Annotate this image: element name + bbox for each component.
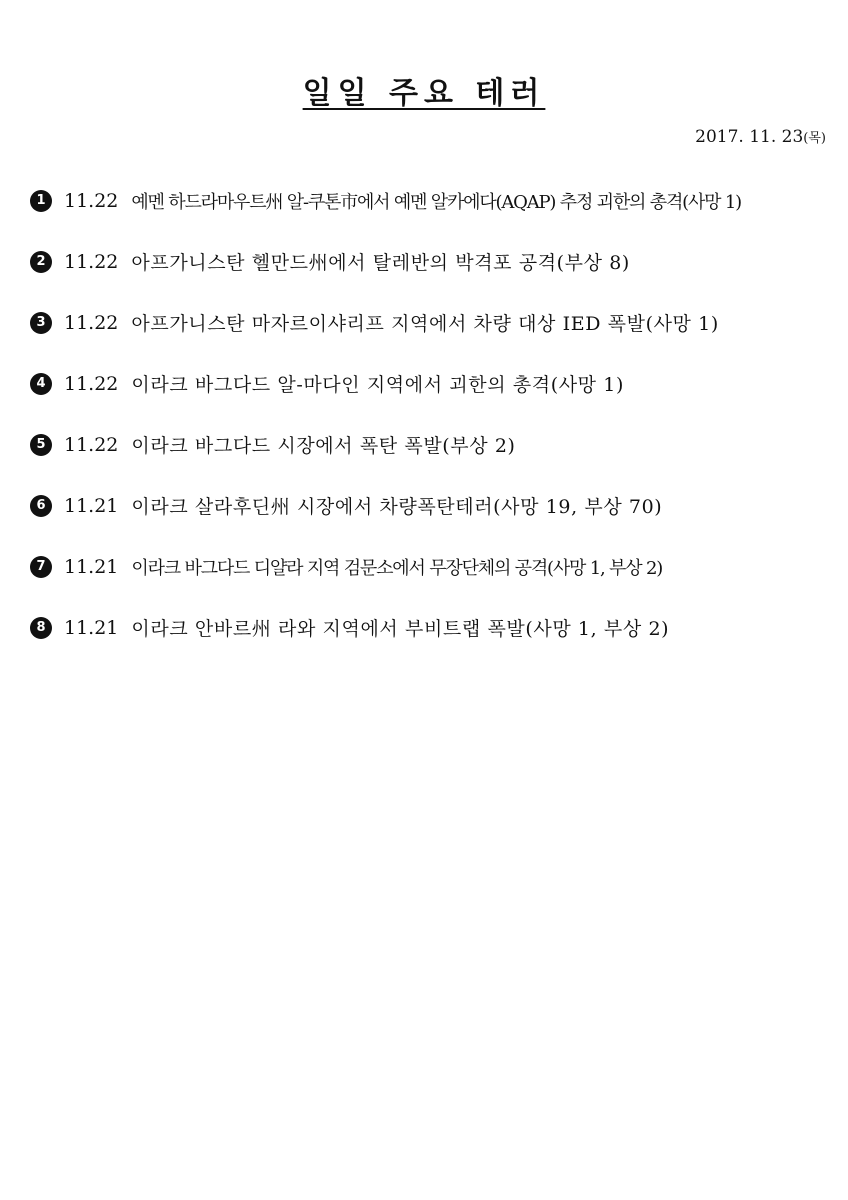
report-date-value: 2017. 11. 23: [695, 127, 804, 147]
incident-description: 아프가니스탄 헬만드州에서 탈레반의 박격포 공격(부상 8): [131, 252, 630, 274]
incident-date: 11.22: [64, 250, 119, 273]
number-marker-icon: 8: [30, 617, 52, 639]
list-item: [30, 231, 835, 292]
incident-date: 11.22: [64, 372, 119, 395]
list-item: [30, 353, 835, 414]
incident-date: 11.21: [64, 555, 119, 578]
page-title: [0, 72, 848, 116]
report-weekday: (목): [803, 131, 826, 146]
report-date: [695, 126, 826, 150]
incident-description: 이라크 바그다드 디얄라 지역 검문소에서 무장단체의 공격(사망 1, 부상 2): [131, 557, 663, 579]
list-item: [30, 414, 835, 475]
number-marker-icon: 4: [30, 373, 52, 395]
list-item: [30, 536, 835, 597]
incident-date: 11.22: [64, 189, 119, 212]
number-marker-icon: 1: [30, 190, 52, 212]
incident-list: [30, 170, 835, 658]
incident-date: 11.21: [64, 616, 119, 639]
number-marker-icon: 2: [30, 251, 52, 273]
incident-description: 이라크 바그다드 시장에서 폭탄 폭발(부상 2): [131, 435, 516, 457]
list-item: [30, 597, 835, 658]
incident-description: 이라크 바그다드 알-마다인 지역에서 괴한의 총격(사망 1): [131, 374, 624, 396]
number-marker-icon: 7: [30, 556, 52, 578]
number-marker-icon: 3: [30, 312, 52, 334]
page-title-text: 일일 주요 테러: [302, 76, 546, 111]
incident-description: 아프가니스탄 마자르이샤리프 지역에서 차량 대상 IED 폭발(사망 1): [131, 313, 719, 335]
incident-description: 예멘 하드라마우트州 알-쿠톤市에서 예멘 알카에다(AQAP) 추정 괴한의 총격(사망 1): [131, 191, 741, 213]
number-marker-icon: 5: [30, 434, 52, 456]
incident-date: 11.21: [64, 494, 119, 517]
incident-date: 11.22: [64, 311, 119, 334]
number-marker-icon: 6: [30, 495, 52, 517]
incident-description: 이라크 안바르州 라와 지역에서 부비트랩 폭발(사망 1, 부상 2): [131, 618, 670, 640]
list-item: [30, 170, 835, 231]
incident-description: 이라크 살라후딘州 시장에서 차량폭탄테러(사망 19, 부상 70): [131, 496, 663, 518]
list-item: [30, 475, 835, 536]
list-item: [30, 292, 835, 353]
incident-date: 11.22: [64, 433, 119, 456]
